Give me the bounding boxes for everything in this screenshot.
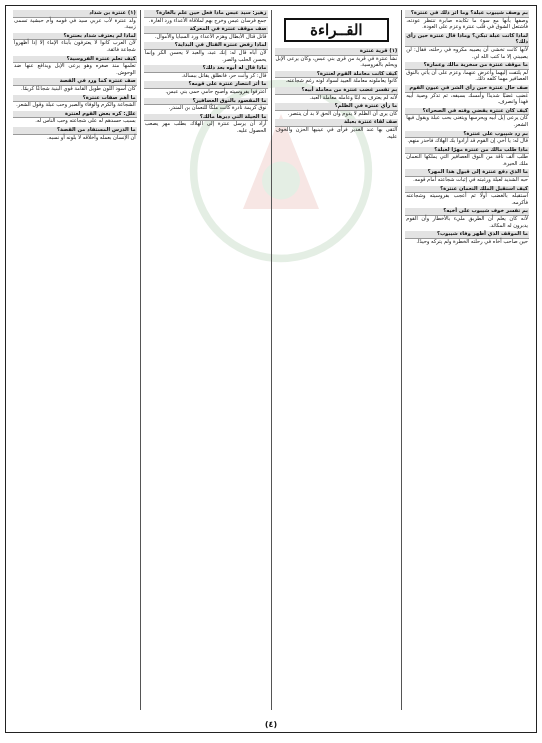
question-text: ما الذي دفع عنترة إلى قبول هذا المهر؟ bbox=[405, 169, 529, 177]
question-text: بم تفسر خوف شيبوب على أخيه؟ bbox=[405, 208, 529, 216]
qa-item bbox=[275, 119, 399, 140]
qa-item bbox=[13, 95, 137, 109]
answer-text: أن الإنسان بعمله وأخلاقه لا بلونه أو نسبه. bbox=[47, 134, 136, 141]
answer-text: لم يلتفت إليهما وأعرض عنهما، وعزم على أن يأتي بالنوق العصافير مهما كلفه ذلك. bbox=[406, 69, 528, 83]
answer-text: بسبب حسدهم له على شجاعته وحب الناس له. bbox=[35, 118, 136, 125]
page-number: (٤) bbox=[264, 720, 278, 729]
question-text: صف حال عنترة حين رأى الشر في عيون القوم bbox=[405, 85, 529, 93]
question-text: صف لقاء عنترة بعبلة bbox=[275, 119, 399, 127]
qa-item bbox=[13, 127, 137, 141]
qa-item bbox=[405, 62, 529, 83]
answer-text: كان أسود اللون طويل القامة قوي البنية شجاعًا كريمًا. bbox=[21, 85, 136, 92]
answer-text: قاتل قتال الأبطال وهزم الأعداء ورد السبايا والأموال. bbox=[154, 33, 267, 40]
question-text: ما الموقف الذي أظهر وفاء شيبوب؟ bbox=[405, 231, 529, 239]
answer-text: كان يرى أن الظلم لا يدوم وأن الحق لا بد أن ينتصر. bbox=[287, 110, 398, 117]
qa-item bbox=[405, 147, 529, 168]
question-text: كيف تعلم عنترة الفروسية؟ bbox=[13, 56, 137, 64]
qa-item bbox=[405, 186, 529, 207]
answer-text: لأن أباه قال له: إنك عبد، والعبد لا يحسن الكر وإنما يحسن الحلب والصر. bbox=[144, 49, 267, 63]
answer-text: كانوا يعاملونه معاملة العبيد لسواد لونه رغم شجاعته. bbox=[285, 78, 398, 85]
question-text: ما أثر انتصار عنترة على قومه؟ bbox=[144, 81, 268, 89]
question-text: (١) عنترة بن شداد bbox=[13, 10, 137, 18]
question-text: علل: كره بعض القوم لعنترة bbox=[13, 111, 137, 119]
qa-item bbox=[405, 108, 529, 129]
question-text: ما أهم صفات عنترة؟ bbox=[13, 95, 137, 103]
qa-item bbox=[13, 56, 137, 77]
question-text: (١) قرية عنترة bbox=[275, 48, 399, 56]
question-text: لماذا رفض عنترة القتال في البداية؟ bbox=[144, 42, 268, 50]
column-3 bbox=[141, 10, 272, 710]
qa-item bbox=[405, 231, 529, 245]
qa-item bbox=[13, 78, 137, 92]
qa-item bbox=[13, 10, 137, 31]
question-text: صف عنترة كما ورد في القصة bbox=[13, 78, 137, 86]
qa-item bbox=[144, 10, 268, 24]
qa-item bbox=[13, 33, 137, 54]
answer-text: قال له: يا أخي إن القوم قد أرادوا بك الهلاك فاحذر منهم. bbox=[407, 138, 528, 145]
qa-item bbox=[144, 65, 268, 79]
qa-item bbox=[275, 87, 399, 101]
question-text: لماذا لم يعترف شداد بعنترة؟ bbox=[13, 33, 137, 41]
answer-text: اعترفوا بفروسيته وأصبح حامي حمى بني عبس. bbox=[165, 88, 267, 95]
answer-text: لأن العرب كانوا لا يعترفون بأبناء الإماء إلا إذا أظهروا شجاعة فائقة. bbox=[14, 40, 136, 53]
column-1 bbox=[402, 10, 532, 710]
qa-item bbox=[405, 169, 529, 183]
answer-text: غضب غضبًا شديدًا وأمسك بسيفه، ثم تذكر وصية أبيه فهدأ وانصرف. bbox=[406, 92, 528, 106]
answer-text: الشجاعة والكرم والوفاء والصبر وحب عبلة وقول الشعر. bbox=[16, 102, 136, 109]
qa-item bbox=[144, 26, 268, 40]
question-text: زهير: سيد عبس ماذا فعل حين علم بالغارة؟ bbox=[144, 10, 268, 18]
question-text: ما موقف عنترة من سخرية مالك وعمارة؟ bbox=[405, 62, 529, 70]
qa-item bbox=[144, 81, 268, 95]
answer-text: التقى بها عند الغدير فرأى في عينيها الحزن والخوف عليه. bbox=[275, 126, 398, 140]
section-title: القــراءة bbox=[284, 18, 389, 42]
question-text: كيف كان عنترة يقضي وقته في الصحراء؟ bbox=[405, 108, 529, 116]
answer-text: تعلمها منذ صغره وهو يرعى الإبل ويدافع عنها ضد الوحوش. bbox=[14, 63, 136, 76]
question-text: بم وصف شيبوب عبلة؟ وما أثر ذلك في عنترة؟ bbox=[405, 10, 529, 18]
question-text: ما المقصود بالنوق العصافير؟ bbox=[144, 98, 268, 106]
answer-text: استقبله بالغضب أولًا ثم أعجب بفروسيته وشجاعته فأكرمه. bbox=[406, 193, 528, 206]
question-text: ماذا طلب مالك من عنترة مهرًا لعبلة؟ bbox=[405, 147, 529, 155]
question-text: بم رد شيبوب على عنترة؟ bbox=[405, 131, 529, 139]
qa-item bbox=[275, 48, 399, 69]
answer-text: وصفها بأنها مع سوء ما تكابده صابرة تنتظر عودته، فاشتعل الشوق في قلب عنترة وعزم على العودة. bbox=[406, 17, 528, 31]
qa-item bbox=[144, 42, 268, 63]
answer-text: جمع فرسان عبس وخرج بهم لملاقاة الأعداء ورد الغارة. bbox=[148, 17, 267, 24]
qa-item bbox=[405, 85, 529, 106]
question-text: كيف كانت معاملة القوم لعنترة؟ bbox=[275, 71, 399, 79]
answer-text: نوق كريمة نادرة كانت ملكًا للنعمان بن المنذر. bbox=[168, 105, 267, 112]
qa-item bbox=[275, 71, 399, 85]
document-page bbox=[5, 5, 537, 733]
question-text: ماذا قال له أبوه بعد ذلك؟ bbox=[144, 65, 268, 73]
answer-text: نشأ عنترة في قرية من قرى بني عبس، وكان يرعى الإبل ويحلم بالفروسية. bbox=[275, 55, 398, 69]
question-text: ما الدرس المستفاد من القصة؟ bbox=[13, 127, 137, 135]
question-text: ما رأي عنترة في الظلم؟ bbox=[275, 103, 399, 111]
question-text: كيف استقبل الملك النعمان عنترة؟ bbox=[405, 186, 529, 194]
question-text: بم تفسر غضب عنترة من معاملة أبيه؟ bbox=[275, 87, 399, 95]
qa-item bbox=[405, 33, 529, 60]
qa-item bbox=[275, 103, 399, 117]
qa-item bbox=[405, 208, 529, 229]
qa-item bbox=[405, 10, 529, 31]
question-text: لماذا كانت عبلة تبكي؟ وماذا قال عنترة حين رأى ذلك؟ bbox=[406, 32, 528, 46]
answer-text: حين صاحب أخاه في رحلته الخطرة ولم يتركه وحيدًا. bbox=[416, 238, 528, 245]
qa-item bbox=[144, 98, 268, 112]
answer-text: طلب ألف ناقة من النوق العصافير التي يملكها النعمان ملك الحيرة. bbox=[406, 154, 528, 167]
columns-container bbox=[10, 10, 532, 710]
question-text: صف موقف عنترة في المعركة bbox=[144, 26, 268, 34]
answer-text: كان يرعى إبل أبيه ويحرسها ويتغنى بحب عبلة ويقول فيها الشعر. bbox=[406, 115, 528, 128]
answer-text: لأنها كانت تخشى أن يصيبه مكروه في رحلته، فقال: لن يصيبني إلا ما كتب الله لي. bbox=[406, 46, 528, 60]
column-4 bbox=[10, 10, 141, 710]
answer-text: حبه الشديد لعبلة ورغبته في إثبات شجاعته أمام قومه. bbox=[413, 177, 528, 184]
answer-text: ولد عنترة لأب عربي سيد في قومه وأم حبشية تسمى زبيبة. bbox=[14, 17, 136, 31]
qa-item bbox=[405, 131, 529, 145]
qa-item bbox=[144, 114, 268, 135]
column-2 bbox=[272, 10, 403, 710]
answer-text: قال: كر وأنت حر، فانطلق يقاتل ببسالة. bbox=[181, 72, 267, 79]
qa-item bbox=[13, 111, 137, 125]
answer-text: لأنه كان يعلم أن الطريق مليء بالأخطار وأن القوم يدبرون له المكائد. bbox=[406, 216, 528, 229]
question-text: ما الحيلة التي دبرها مالك؟ bbox=[144, 114, 268, 122]
answer-text: لأنه لم يعترف به ابنًا وعامله معاملة العبد. bbox=[309, 94, 398, 101]
answer-text: أراد أن يرسل عنترة إلى الهلاك بطلب مهر يصعب الحصول عليه. bbox=[144, 121, 267, 134]
